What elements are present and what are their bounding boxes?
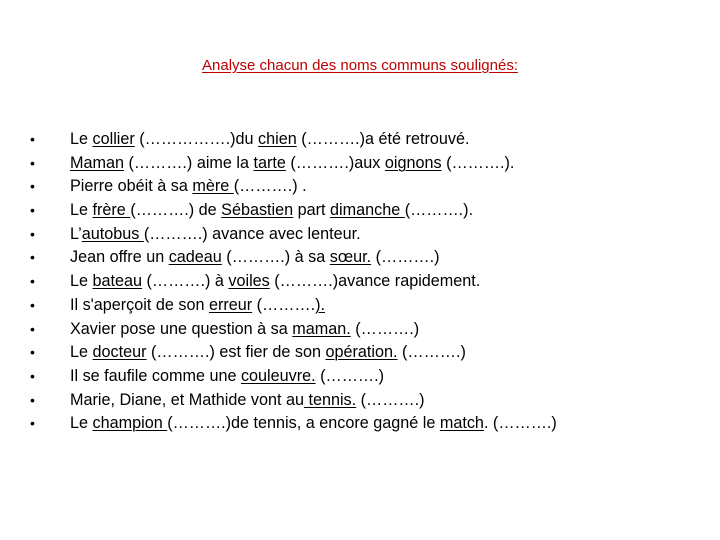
bullet-icon: • — [30, 296, 35, 313]
underlined-noun: sœur. — [329, 248, 372, 267]
sentence-text — [70, 246, 439, 270]
sentence-fragment: Le — [70, 414, 93, 433]
bullet-icon: • — [30, 344, 35, 361]
sentence-fragment: (……….) — [356, 390, 425, 409]
sentence-fragment: (……….) . — [233, 177, 307, 196]
sentence-text — [70, 152, 514, 176]
sentence-fragment: part — [293, 201, 331, 220]
bullet-icon: • — [30, 249, 35, 266]
sentence-fragment: (……….) est fier de son — [146, 343, 326, 362]
underlined-noun: champion — [92, 414, 168, 433]
underlined-noun: tennis. — [303, 390, 357, 409]
underlined-noun: erreur — [208, 295, 253, 314]
bullet-icon: • — [30, 367, 35, 384]
sentence-fragment: (……….). — [404, 201, 474, 220]
underlined-noun: tarte — [253, 153, 286, 172]
sentence-fragment: Jean offre un — [70, 248, 169, 267]
bullet-icon: • — [30, 225, 35, 242]
bullet-icon: • — [30, 178, 35, 195]
sentence-fragment: (……….) à sa — [221, 248, 330, 267]
list-item — [30, 152, 710, 176]
list-item — [30, 246, 710, 270]
underlined-noun: autobus — [81, 224, 144, 243]
sentence-fragment: Le — [70, 130, 93, 148]
sentence-fragment: Le — [70, 343, 93, 362]
underlined-noun: oignons — [384, 153, 442, 172]
sentence-text — [70, 365, 384, 389]
sentence-text — [70, 175, 307, 199]
sentence-text — [70, 270, 480, 294]
list-item — [30, 199, 710, 223]
list-item — [30, 294, 710, 318]
underlined-noun: Maman — [70, 153, 124, 172]
underlined-noun: voiles — [228, 272, 270, 291]
list-item — [30, 223, 710, 247]
bullet-icon: • — [30, 131, 35, 147]
underlined-noun: maman. — [292, 319, 351, 338]
list-item — [30, 318, 710, 342]
underlined-noun: docteur — [92, 343, 147, 362]
sentence-fragment: . (……….) — [483, 414, 557, 433]
sentence-fragment: Pierre obéit à sa — [70, 177, 193, 196]
underlined-noun: cadeau — [168, 248, 222, 267]
underlined-noun: ). — [315, 295, 325, 314]
underlined-noun: frère — [92, 201, 131, 220]
sentence-fragment: (……….) — [350, 319, 420, 338]
sentence-fragment: (……….) avance avec lenteur. — [143, 224, 361, 243]
underlined-noun: dimanche — [330, 201, 405, 220]
bullet-icon: • — [30, 154, 35, 171]
sentence-text — [70, 389, 425, 413]
sentence-fragment: Le — [70, 201, 93, 220]
sentence-fragment: (……….). — [441, 153, 515, 172]
bullet-icon: • — [30, 320, 35, 337]
underlined-noun: match — [439, 414, 484, 433]
list-item — [30, 270, 710, 294]
sentence-fragment: (……….) de — [130, 201, 222, 220]
underlined-noun: couleuvre. — [240, 366, 316, 385]
sentence-text — [70, 412, 557, 436]
sentence-fragment: L’ — [70, 224, 82, 243]
sentence-text — [70, 128, 469, 152]
list-item — [30, 365, 710, 389]
underlined-noun: bateau — [92, 272, 143, 291]
underlined-noun: opération. — [325, 343, 398, 362]
list-item — [30, 175, 710, 199]
underlined-noun: collier — [92, 130, 135, 148]
page-title: Analyse chacun des noms communs soulignés: — [202, 57, 518, 74]
list-item — [30, 389, 710, 413]
bullet-icon: • — [30, 202, 35, 219]
sentence-fragment: (……….)a été retrouvé. — [296, 130, 470, 148]
bullet-icon: • — [30, 273, 35, 290]
bullet-icon: • — [30, 415, 35, 432]
sentence-fragment: (…………….)du — [134, 130, 259, 148]
sentence-fragment: (……….) — [315, 366, 384, 385]
list-item — [30, 341, 710, 365]
sentence-text — [70, 341, 466, 365]
sentence-fragment: (……….) aime la — [123, 153, 254, 172]
bullet-icon: • — [30, 391, 35, 408]
underlined-noun: chien — [258, 130, 297, 148]
sentence-fragment: Le — [70, 272, 93, 291]
sentence-fragment: (……….)avance rapidement. — [269, 272, 481, 291]
sentence-fragment: (………. — [252, 295, 316, 314]
list-item — [30, 412, 710, 436]
sentence-fragment: (……….) à — [142, 272, 229, 291]
sentence-text — [70, 318, 419, 342]
sentence-fragment: Xavier pose une question à sa — [70, 319, 293, 338]
sentence-list — [30, 128, 710, 436]
list-item — [30, 128, 710, 152]
sentence-text — [70, 223, 361, 247]
sentence-fragment: (……….) — [371, 248, 440, 267]
sentence-fragment: (……….) — [397, 343, 466, 362]
sentence-text — [70, 294, 325, 318]
underlined-noun: Sébastien — [221, 201, 294, 220]
sentence-fragment: Il s'aperçoit de son — [70, 295, 209, 314]
sentence-fragment: (……….)de tennis, a encore gagné le — [167, 414, 440, 433]
sentence-fragment: Marie, Diane, et Mathide vont au — [70, 390, 304, 409]
underlined-noun: mère — [192, 177, 234, 196]
sentence-fragment: Il se faufile comme une — [70, 366, 241, 385]
sentence-text — [70, 199, 473, 223]
sentence-fragment: (……….)aux — [285, 153, 385, 172]
